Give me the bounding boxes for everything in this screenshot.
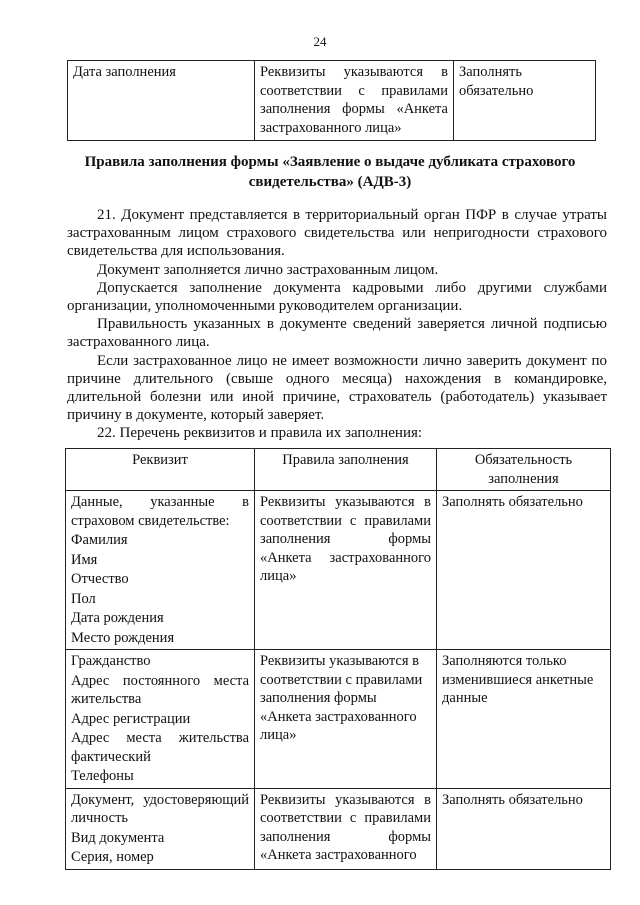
table-row	[66, 788, 611, 869]
requisite-item: Гражданство	[71, 653, 151, 669]
mandatory-cell: Заполняются только изменившиеся анкетные данные	[437, 650, 611, 789]
paragraph: Правильность указанных в документе сведений заверяется личной подписью застрахованного лица.	[67, 316, 607, 351]
rules-cell: Реквизиты указываются в соответствии с правилами заполнения формы «Анкета застрахованного лица»	[255, 491, 437, 650]
requisite-item: Имя	[71, 551, 98, 568]
requisite-item: Фамилия	[71, 532, 128, 548]
mandatory-cell: Заполнять обязательно	[437, 788, 611, 869]
requisite-item: Серия, номер	[71, 849, 154, 865]
requisite-cell	[66, 788, 255, 869]
page-number: 24	[313, 34, 327, 49]
requisite-cell: Дата заполнения	[68, 61, 255, 141]
top-table	[67, 60, 596, 141]
paragraph: 21. Документ представляется в территориальный орган ПФР в случае утраты застрахованным лицом страхового свидетельства или непригодности страхового свидетельства для использования.	[67, 207, 607, 260]
requisite-item: Место рождения	[71, 629, 175, 646]
requisite-item: Пол	[71, 590, 96, 607]
requisite-item: Адрес места жительства фактический	[71, 730, 249, 765]
paragraph: Если застрахованное лицо не имеет возможности лично заверить документ по причине длительного (свыше одного месяца) нахождения в командировке, длительной болезни или иной причине, страхователь (работодатель) указывает причину в документе, который заверяет.	[67, 352, 607, 424]
table-row	[68, 61, 596, 141]
requisites-table	[65, 448, 611, 870]
requisite-item: Документ, удостоверяющий личность	[71, 791, 249, 826]
mandatory-cell: Заполнять обязательно	[454, 61, 596, 141]
body-text	[67, 206, 607, 443]
mandatory-cell: Заполнять обязательно	[437, 491, 611, 650]
requisite-item: Телефоны	[71, 768, 134, 784]
table-row	[66, 491, 611, 650]
requisite-item: Адрес постоянного места жительства	[71, 672, 249, 707]
paragraph: 22. Перечень реквизитов и правила их заполнения:	[97, 425, 423, 442]
column-header: Реквизит	[66, 449, 255, 491]
requisite-cell	[66, 491, 255, 650]
paragraph: Документ заполняется лично застрахованным лицом.	[97, 261, 439, 278]
paragraph: Допускается заполнение документа кадровыми либо другими службами организации, уполномоченными руководителем организации.	[67, 279, 607, 315]
requisite-item: Данные, указанные в страховом свидетельстве:	[71, 494, 249, 529]
table-row	[66, 650, 611, 789]
requisite-item: Дата рождения	[71, 610, 164, 626]
requisite-item: Вид документа	[71, 829, 165, 846]
rules-cell: Реквизиты указываются в соответствии с правилами заполнения формы «Анкета застрахованного	[255, 788, 437, 869]
rules-cell: Реквизиты указываются в соответствии с правилами заполнения формы «Анкета застрахованного лица»	[255, 650, 437, 789]
requisite-cell	[66, 650, 255, 789]
requisite-item: Адрес регистрации	[71, 710, 191, 727]
column-header: Правила заполнения	[255, 449, 437, 491]
column-header: Обязательность заполнения	[437, 449, 611, 491]
rules-cell: Реквизиты указываются в соответствии с правилами заполнения формы «Анкета застрахованного лица»	[255, 61, 454, 141]
section-heading: Правила заполнения формы «Заявление о выдаче дубликата страхового свидетельства» (АДВ-3)	[84, 154, 576, 190]
requisite-item: Отчество	[71, 571, 129, 587]
table-header-row	[66, 449, 611, 491]
